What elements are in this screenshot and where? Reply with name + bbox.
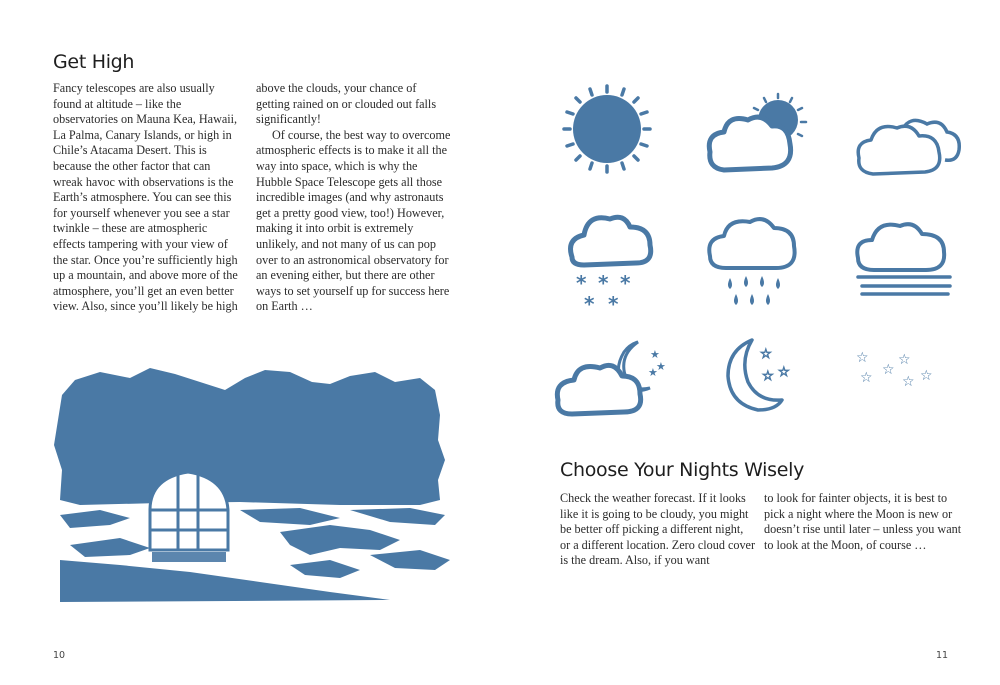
observatory-illustration — [40, 360, 465, 605]
stars-icon — [852, 348, 942, 398]
svg-text:☆: ☆ — [762, 369, 774, 384]
svg-text:*: * — [576, 271, 587, 295]
paragraph: Of course, the best way to overcome atmospheric effects is to make it all the way into space, which is why the Hubble Space Telescope gets all those incredible images (and why astronauts get a pretty good view, too!) However, making it into orbit is extremely unlikely, and not many of us can pop over to an astronomical observatory for an evening either, but there are other ways to set yourself up for success here on Earth … — [256, 127, 451, 314]
svg-text:☆: ☆ — [778, 365, 790, 380]
partly-cloudy-icon — [702, 92, 814, 178]
moon-stars-icon — [722, 336, 802, 416]
right-page — [500, 0, 1000, 685]
svg-text:☆: ☆ — [882, 362, 895, 378]
cloudy-night-icon — [552, 338, 672, 418]
svg-text:*: * — [608, 292, 619, 315]
svg-text:★: ★ — [650, 348, 660, 361]
paragraph: above the clouds, your chance of getting rained on or clouded out falls significantly! — [256, 81, 437, 127]
svg-text:*: * — [584, 292, 595, 315]
section-heading-choose-your-nights: Choose Your Nights Wisely — [560, 459, 805, 481]
text-column-1 — [53, 81, 241, 315]
svg-text:*: * — [620, 271, 631, 295]
svg-text:☆: ☆ — [856, 350, 869, 366]
svg-text:*: * — [598, 271, 609, 295]
svg-text:☆: ☆ — [920, 368, 933, 384]
svg-text:☆: ☆ — [902, 374, 915, 390]
paragraph: to look for fainter objects, it is best to pick a night where the Moon is new or doesn’t rise until later – unless you want to look at the Moon, of course … — [764, 491, 962, 552]
svg-text:☆: ☆ — [860, 370, 873, 386]
section-heading-get-high: Get High — [53, 51, 135, 73]
text-column-2 — [256, 81, 452, 315]
paragraph: Fancy telescopes are also usually found at altitude – like the observatories on Mauna Kea, Hawaii, La Palma, Canary Islands, or high in Chile’s Atacama Desert. This is because the other factor that can wreak havoc with observations is the Earth’s atmosphere. You can see this for yourself whenever you see a star twinkle – these are atmospheric effects tampering with your view of the star. Once you’re sufficiently high up a mountain, and above more of the atmosphere, you’ll get an even better view. Also, since you’ll likely be high — [53, 81, 238, 314]
fog-icon — [850, 212, 962, 302]
svg-text:☆: ☆ — [760, 347, 772, 362]
snow-icon — [562, 205, 662, 315]
page-number: 10 — [53, 650, 66, 661]
svg-text:★: ★ — [648, 366, 658, 379]
text-column-2 — [764, 491, 964, 553]
svg-text:☆: ☆ — [898, 352, 911, 368]
page-number: 11 — [936, 650, 949, 661]
cloudy-icon — [853, 110, 965, 180]
text-column-1 — [560, 491, 756, 569]
paragraph: Check the weather forecast. If it looks like it is going to be cloudy, you might be better off picking a different night, or a different location. Zero cloud cover is the dream. Also, if you want — [560, 491, 756, 568]
rain-icon — [702, 210, 812, 310]
svg-text:★: ★ — [656, 360, 666, 373]
sun-icon — [562, 84, 652, 174]
